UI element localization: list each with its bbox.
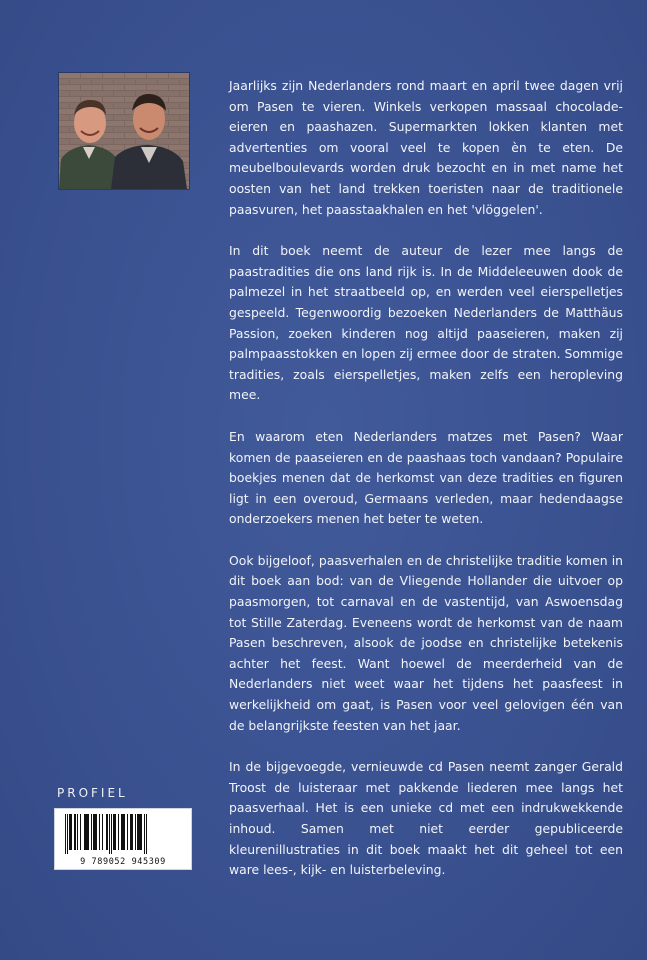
- author-photo: [58, 72, 190, 190]
- blurb-paragraph-2: In dit boek neemt de auteur de lezer mee langs de paastradities die ons land rijk is. In de Middeleeuwen dook de palmezel in het straatbeeld op, en werden veel eierspelletjes gespeeld. Tegenwoordig bezoeken Nederlanders de Matthäus Passion, zoeken kinderen nog altijd paaseieren, maken zij palmpaasstokken en lopen zij ermee door de straten. Sommige tradities, zoals eierspelletjes, maken zelfs een heropleving mee.: [229, 243, 623, 403]
- barcode-bars: [61, 814, 185, 854]
- blurb-paragraph-3: En waarom eten Nederlanders matzes met Pasen? Waar komen de paaseieren en de paashaas toch vandaan? Populaire boekjes menen dat de herkomst van deze tradities en figuren ligt in een overoud, Germaans verleden, maar hedendaagse onderzoekers menen het beter te weten.: [229, 428, 623, 527]
- blurb-paragraph-1: Jaarlijks zijn Nederlanders rond maart en april twee dagen vrij om Pasen te vieren. Winkels verkopen massaal chocolade-eieren en paashazen. Supermarkten lokken klanten met advertenties om vooral veel te kopen èn te eten. De meubelboulevards worden druk bezocht en in met name het oosten van het land trekken toeristen naar de traditionele paasvuren, het paasstaakhalen en het 'vlöggelen'.: [229, 78, 623, 217]
- author-photo-illustration: [59, 73, 189, 189]
- isbn-barcode: [54, 808, 192, 870]
- publisher-name: PROFIEL: [57, 786, 128, 800]
- blurb-paragraph-5: In de bijgevoegde, vernieuwde cd Pasen neemt zanger Gerald Troost de luisteraar met pakkende liederen mee langs het paasverhaal. Het is een unieke cd met een indrukwekkende inhoud. Samen met niet eerder gepubliceerde kleurenillustraties in dit boek maakt het dit geheel tot een ware lees-, kijk- en luisterbeleving.: [229, 759, 623, 878]
- blurb-paragraph-4: Ook bijgeloof, paasverhalen en de christelijke traditie komen in dit boek aan bod: van de Vliegende Hollander die uitvoer op paasmorgen, tot carnaval en de vastentijd, van Aswoensdag tot Stille Zaterdag. Eveneens wordt de herkomst van de naam Pasen beschreven, alsook de joodse en christelijke betekenis achter het feest. Want hoewel de meerderheid van de Nederlanders niet weet waar het tijdens het paasfeest in werkelijkheid om gaat, is Pasen voor veel gelovigen één van de belangrijkste feesten van het jaar.: [229, 552, 623, 733]
- isbn-digits: 9 789052 945309: [80, 857, 166, 867]
- blurb-text: [229, 76, 623, 902]
